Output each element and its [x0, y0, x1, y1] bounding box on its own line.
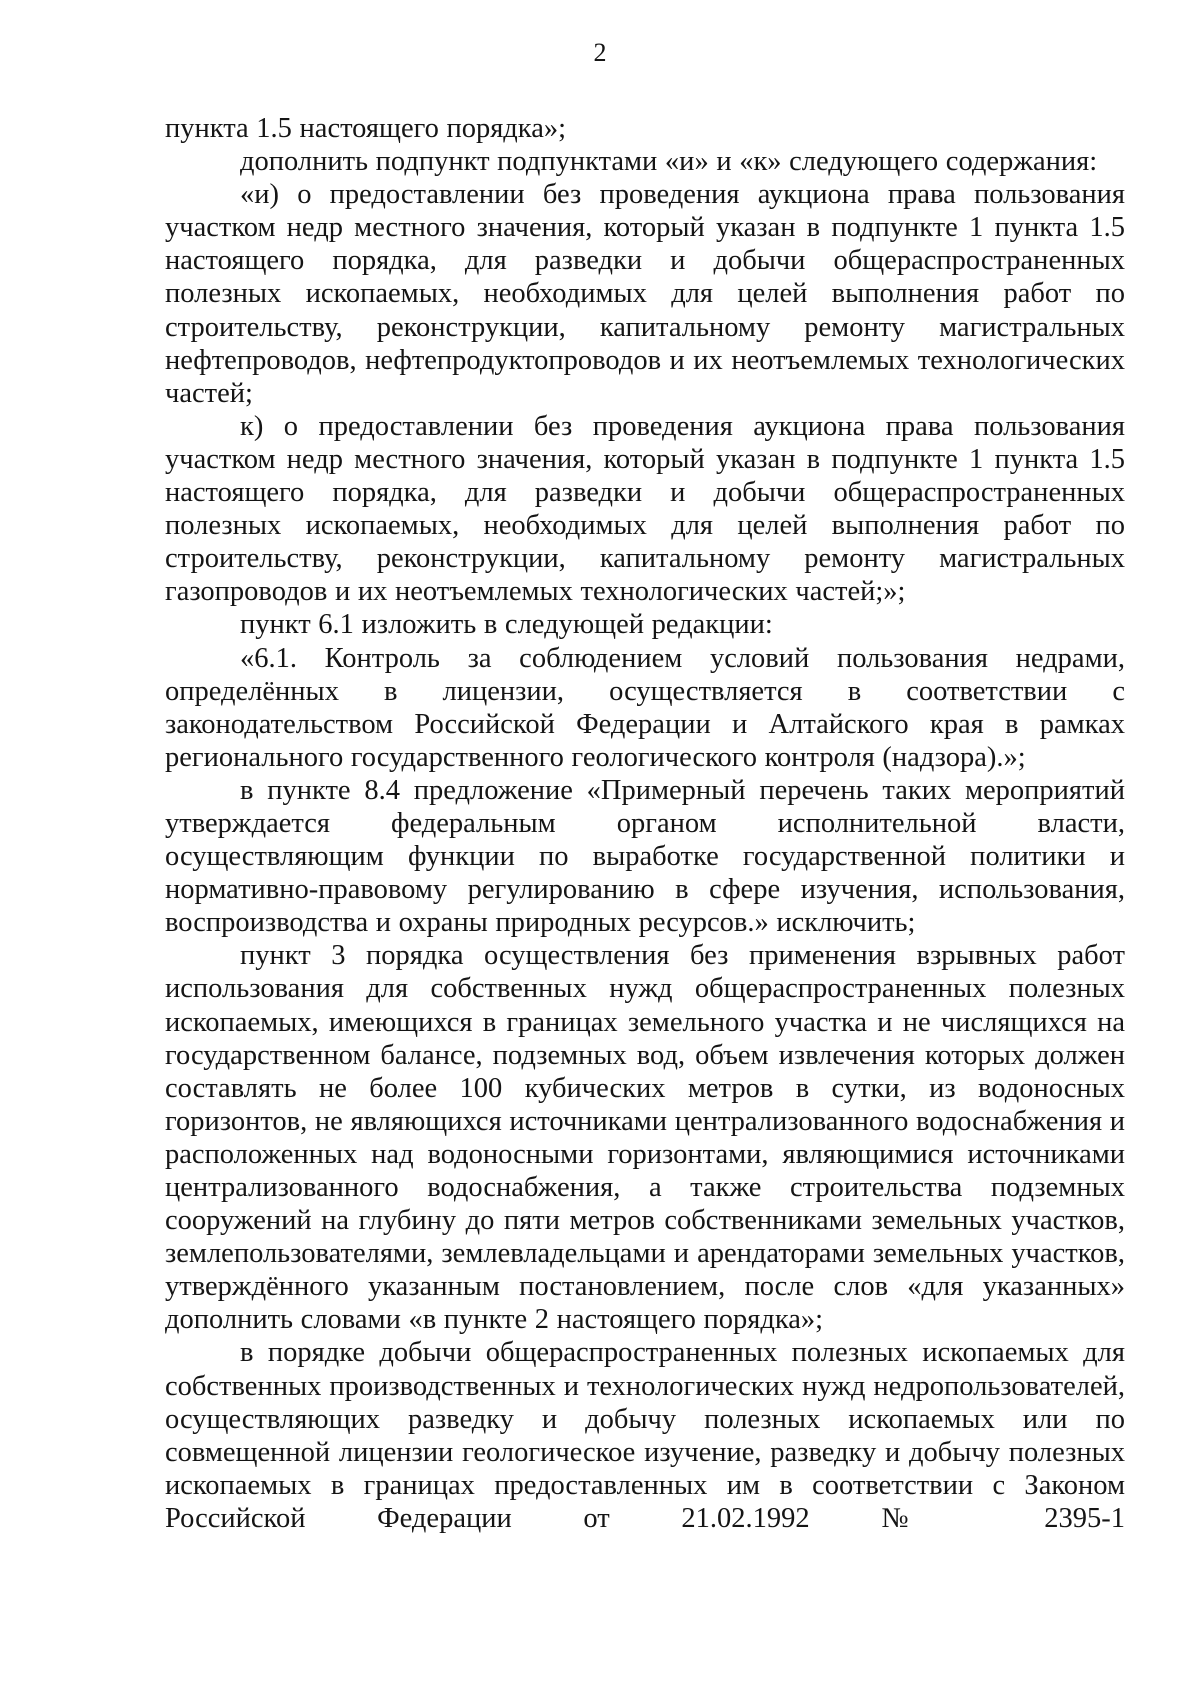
- paragraph-clause-6-1-text: «6.1. Контроль за соблюдением условий пользования недрами, определённых в лицензии, осуществляется в соответствии с законодательством Российской Федерации и Алтайского края в рамках регионального государственного геологического контроля (надзора).»;: [165, 642, 1125, 773]
- paragraph-clause-6-1-intro: пункт 6.1 изложить в следующей редакции:: [240, 609, 773, 641]
- paragraph-extraction-order: в порядке добычи общераспространенных полезных ископаемых для собственных производственных и технологических нужд недропользователей, осуществляющих разведку и добычу полезных ископаемых или по совмещенной лицензии геологическое изучение, разведку и добычу полезных ископаемых в границах предоставленных им в соответствии с Законом Российской Федерации от 21.02.1992 № 2395-1: [165, 1337, 1125, 1534]
- paragraph-subclause-addition: дополнить подпункт подпунктами «и» и «к» следующего содержания:: [240, 146, 1098, 178]
- paragraph-clause-3-order: пункт 3 порядка осуществления без применения взрывных работ использования для собственных нужд общераспространенных полезных ископаемых, имеющихся в границах земельного участка и не числящихся на государственном балансе, подземных вод, объем извлечения которых должен составлять не более 100 кубических метров в сутки, из водоносных горизонтов, не являющихся источниками централизованного водоснабжения и расположенных над водоносными горизонтами, являющимися источниками централизованного водоснабжения, а также строительства подземных сооружений на глубину до пяти метров собственниками земельных участков, землепользователями, землевладельцами и арендаторами земельных участков, утверждённого указанным постановлением, после слов «для указанных» дополнить словами «в пункте 2 настоящего порядка»;: [165, 940, 1125, 1336]
- paragraph-subclause-i: «и) о предоставлении без проведения аукциона права пользования участком недр местного значения, который указан в подпункте 1 пункта 1.5 настоящего порядка, для разведки и добычи общераспространенных полезных ископаемых, необходимых для целей выполнения работ по строительству, реконструкции, капитальному ремонту магистральных нефтепроводов, нефтепродуктопроводов и их неотъемлемых технологических частей;: [165, 179, 1125, 409]
- paragraph-subclause-k: к) о предоставлении без проведения аукциона права пользования участком недр местного значения, который указан в подпункте 1 пункта 1.5 настоящего порядка, для разведки и добычи общераспространенных полезных ископаемых, необходимых для целей выполнения работ по строительству, реконструкции, капитальному ремонту магистральных газопроводов и их неотъемлемых технологических частей;»;: [165, 410, 1125, 608]
- paragraph-continuation: пункта 1.5 настоящего порядка»;: [165, 113, 567, 144]
- paragraph-clause-8-4: в пункте 8.4 предложение «Примерный перечень таких мероприятий утверждается федеральным органом исполнительной власти, осуществляющим функции по выработке государственной политики и нормативно-правовому регулированию в сфере изучения, использования, воспроизводства и охраны природных ресурсов.» исключить;: [165, 774, 1125, 939]
- page-number: 2: [593, 38, 607, 67]
- document-body: [165, 112, 1125, 1535]
